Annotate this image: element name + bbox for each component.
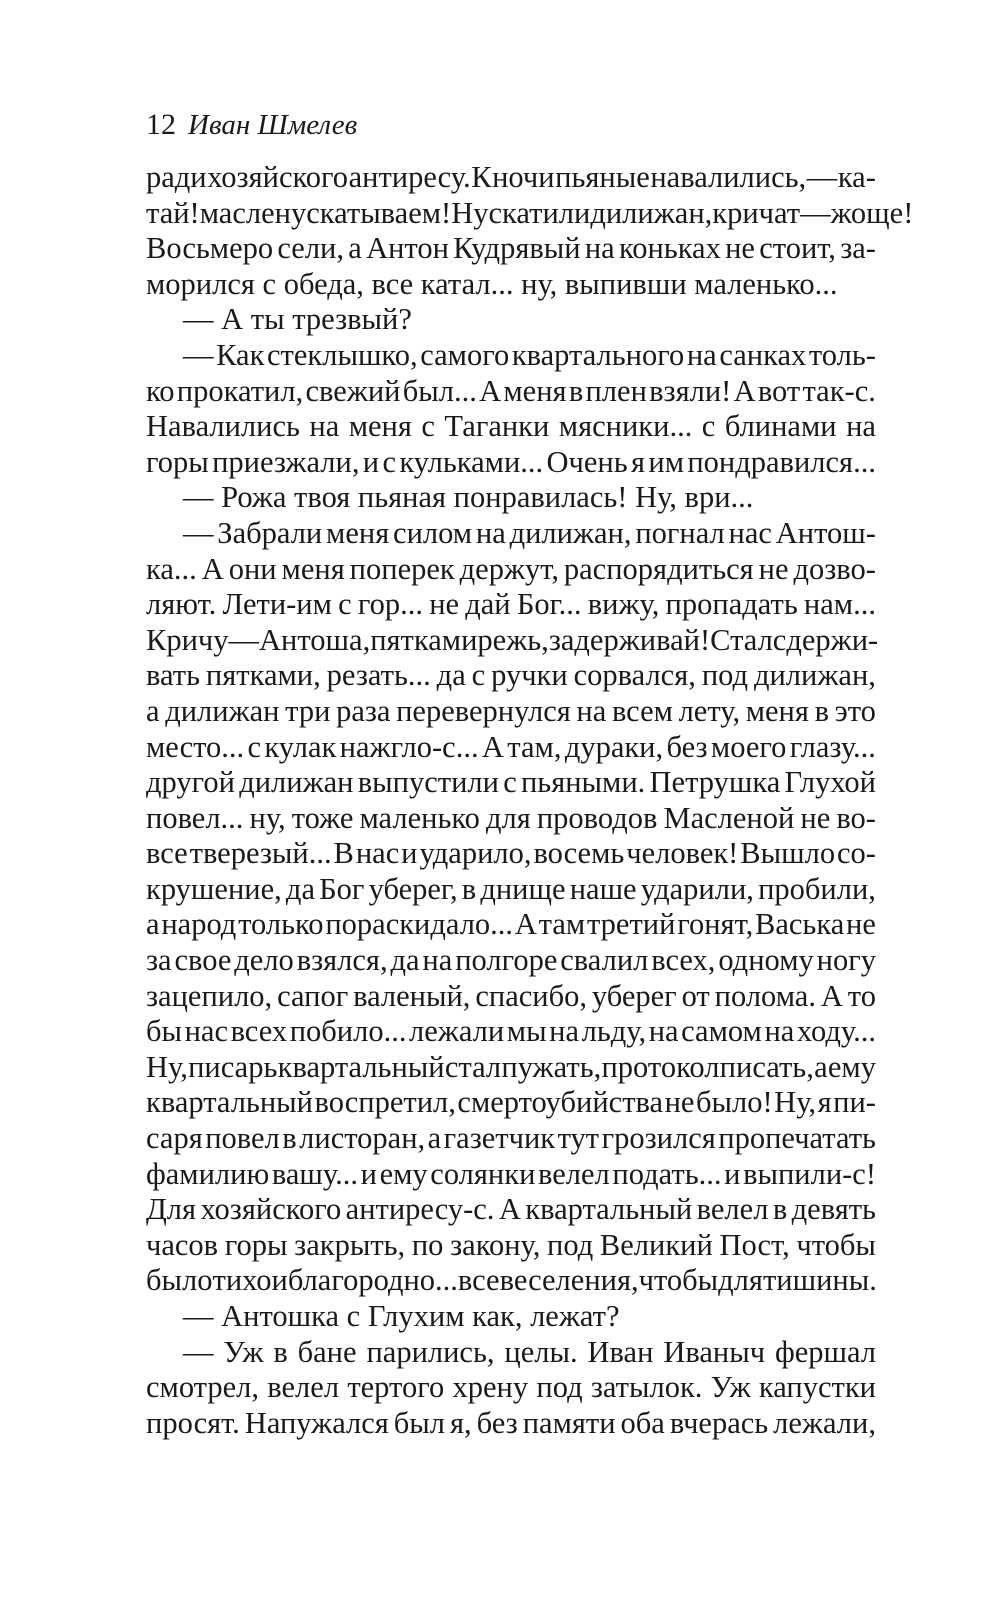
text-line: — Антошка с Глухим как, лежат? <box>183 1299 620 1333</box>
text-line: повел... ну, тоже маленько для проводов Масленой не во- <box>146 800 876 835</box>
text-line: — Как стеклышко, самого квартального на санках толь- <box>183 337 876 372</box>
text-line: ляют. Лети-им с гор... не дай Бог... вижу, пропадать нам... <box>146 587 876 622</box>
text-line: Ну, писарь квартальный стал пужать, протокол писать, а ему <box>146 1049 876 1084</box>
text-line: вать пятками, резать... да с ручки сорвался, под дилижан, <box>146 658 876 693</box>
text-line: часов горы закрыть, по закону, под Великий Пост, чтобы <box>146 1227 876 1262</box>
text-line: ко прокатил, свежий был... А меня в плен взяли! А вот так-с. <box>146 373 876 408</box>
running-title: Иван Шмелев <box>188 109 358 141</box>
text-line: морился с обеда, все катал... ну, выпивши маленько... <box>146 266 838 301</box>
text-line: а народ только пораскидало... А там третий гонят, Васька не <box>146 907 876 942</box>
text-line: Кричу — Антоша, пятками режь, задерживай! Стал сдержи- <box>146 622 879 657</box>
running-head <box>146 108 357 148</box>
text-line: крушение, да Бог уберег, в днище наше ударили, пробили, <box>146 871 876 906</box>
text-line: — Уж в бане парились, целы. Иван Иваныч фершал <box>183 1334 876 1369</box>
text-line: — Рожа твоя пьяная понравилась! Ну, ври... <box>183 480 754 515</box>
text-line: — Забрали меня силом на дилижан, погнал нас Антош- <box>183 515 876 550</box>
text-line: квартальный воспретил, смертоубийства не было! Ну, я пи- <box>146 1085 876 1120</box>
text-line: другой дилижан выпустили с пьяными. Петрушка Глухой <box>146 765 876 800</box>
text-line: саря повел в листоран, а газетчик тут грозился пропечатать <box>146 1121 876 1156</box>
text-line: — А ты трезвый? <box>183 302 412 337</box>
text-line: бы нас всех побило... лежали мы на льду, на самом на ходу... <box>146 1014 876 1049</box>
body-text <box>146 160 914 1441</box>
text-line: фамилию вашу... и ему солянки велел подать... и выпили-с! <box>146 1156 876 1191</box>
text-line: Навалились на меня с Таганки мясники... с блинами на <box>146 409 876 444</box>
text-line: Восьмеро сели, а Антон Кудрявый на коньках не стоит, за- <box>146 231 876 266</box>
page-number: 12 <box>146 108 176 141</box>
text-line: тай! маслену скатываем! Ну скатили дилижан, кричат — жоще! <box>146 195 914 230</box>
text-line: ради хозяйского антиресу. К ночи пьяные навалились, — ка- <box>146 160 876 194</box>
text-line: просят. Напужался был я, без памяти оба вчерась лежали, <box>146 1405 876 1440</box>
text-line: Для хозяйского антиресу-с. А квартальный велел в девять <box>146 1192 876 1227</box>
text-line: а дилижан три раза перевернулся на всем лету, меня в это <box>146 693 876 728</box>
text-line: ка... А они меня поперек держут, распорядиться не дозво- <box>146 551 876 586</box>
text-line: зацепило, сапог валеный, спасибо, уберег от полома. А то <box>146 978 876 1013</box>
text-line: все тверезый... В нас и ударило, восемь человек! Вышло со- <box>146 836 876 871</box>
text-line: смотрел, велел тертого хрену под затылок. Уж капустки <box>146 1370 876 1405</box>
text-line: место... с кулак нажгло-с... А там, дураки, без моего глазу... <box>146 729 876 764</box>
text-line: за свое дело взялся, да на полгоре свалил всех, одному ногу <box>146 943 876 978</box>
text-line: было тихо и благородно... все веселения, чтобы для тишины. <box>146 1263 877 1298</box>
text-line: горы приезжали, и с кульками... Очень я им пондравился... <box>146 444 876 479</box>
